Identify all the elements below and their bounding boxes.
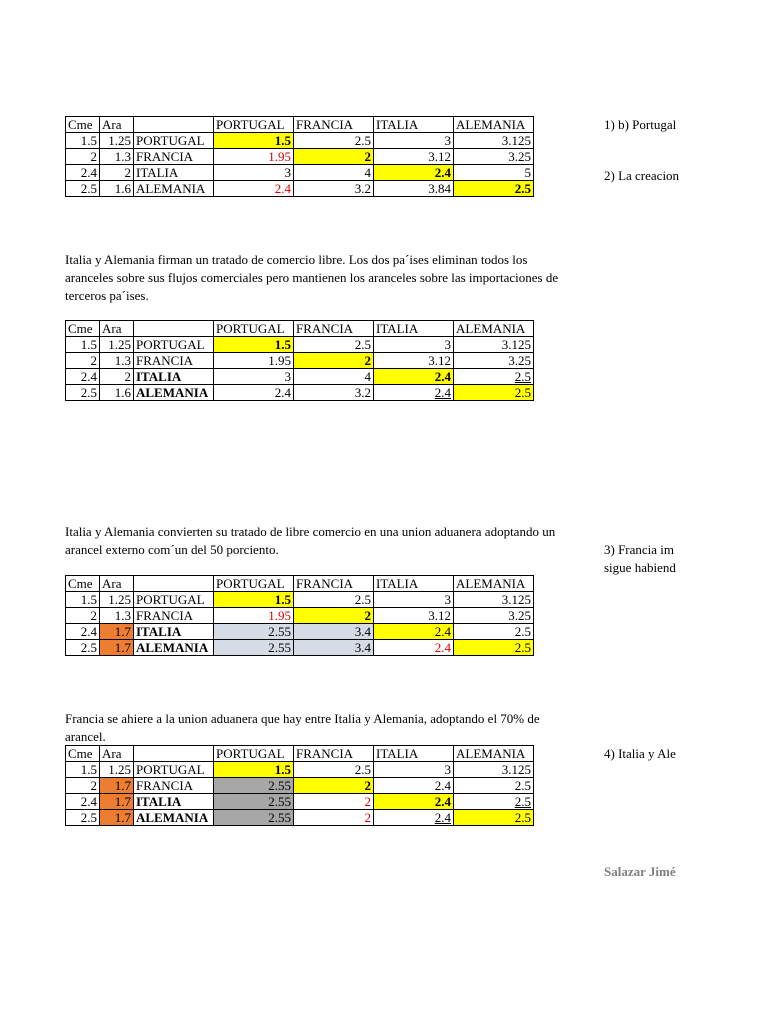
header-cell[interactable]: Ara	[100, 321, 134, 337]
table-row	[66, 149, 534, 165]
cell[interactable]: 2.55	[214, 778, 294, 794]
cell[interactable]: 2.4	[66, 624, 100, 640]
cell[interactable]: 3.25	[454, 608, 534, 624]
cell[interactable]: 1.25	[100, 337, 134, 353]
cell[interactable]: 2	[294, 778, 374, 794]
table-row	[66, 337, 534, 353]
cell[interactable]: 2.5	[454, 624, 534, 640]
header-cell[interactable]: FRANCIA	[294, 117, 374, 133]
header-cell[interactable]: Ara	[100, 117, 134, 133]
cell[interactable]: FRANCIA	[134, 778, 214, 794]
tariff-table-3	[65, 575, 534, 656]
header-cell[interactable]: ITALIA	[374, 117, 454, 133]
cell[interactable]: 2.55	[214, 794, 294, 810]
cell[interactable]: 3	[214, 165, 294, 181]
cell[interactable]: 3.25	[454, 353, 534, 369]
cell[interactable]: 2.5	[454, 385, 534, 401]
cell[interactable]: 3.12	[374, 149, 454, 165]
header-cell[interactable]: FRANCIA	[294, 746, 374, 762]
cell[interactable]: 1.95	[214, 353, 294, 369]
note-4: 4) Italia y Ale	[604, 746, 676, 761]
cell[interactable]: 1.7	[100, 640, 134, 656]
cell[interactable]: 2.4	[374, 385, 454, 401]
table-row	[66, 133, 534, 149]
header-cell[interactable]: ALEMANIA	[454, 321, 534, 337]
header-cell[interactable]: FRANCIA	[294, 321, 374, 337]
cell[interactable]: 2	[66, 353, 100, 369]
table-row	[66, 762, 534, 778]
header-cell[interactable]: ALEMANIA	[454, 117, 534, 133]
cell[interactable]: 2.5	[454, 640, 534, 656]
cell[interactable]: 2.5	[294, 762, 374, 778]
cell[interactable]: 2.55	[214, 810, 294, 826]
cell[interactable]: 2.4	[374, 794, 454, 810]
cell[interactable]: 2	[100, 369, 134, 385]
cell[interactable]: 1.5	[66, 592, 100, 608]
cell[interactable]: PORTUGAL	[134, 133, 214, 149]
cell[interactable]: 2.5	[454, 778, 534, 794]
cell[interactable]: 1.25	[100, 592, 134, 608]
cell[interactable]: 1.5	[214, 337, 294, 353]
cell[interactable]: 2.5	[294, 133, 374, 149]
cell[interactable]: 3.125	[454, 592, 534, 608]
cell[interactable]: ITALIA	[134, 165, 214, 181]
cell[interactable]: 2.4	[66, 369, 100, 385]
cell[interactable]: FRANCIA	[134, 149, 214, 165]
table-header-row	[66, 746, 534, 762]
cell[interactable]: 1.6	[100, 385, 134, 401]
cell[interactable]: 1.95	[214, 608, 294, 624]
cell[interactable]: 3.4	[294, 640, 374, 656]
cell[interactable]: ALEMANIA	[134, 810, 214, 826]
cell[interactable]: 2.4	[214, 181, 294, 197]
author-signature: Salazar Jimé	[604, 864, 676, 879]
paragraph-france-joins: Francia se ahiere a la union aduanera que hay entre Italia y Alemania, adoptando el 70% de arancel.	[65, 711, 540, 744]
cell[interactable]: ALEMANIA	[134, 181, 214, 197]
table-header-row	[66, 576, 534, 592]
table-row	[66, 165, 534, 181]
header-cell[interactable]: Cme	[66, 746, 100, 762]
cell[interactable]: 1.6	[100, 181, 134, 197]
tariff-table-4	[65, 745, 534, 826]
header-cell[interactable]: ITALIA	[374, 576, 454, 592]
header-cell[interactable]: Ara	[100, 576, 134, 592]
cell[interactable]: 1.5	[66, 762, 100, 778]
cell[interactable]: 3	[374, 762, 454, 778]
header-cell[interactable]	[134, 576, 214, 592]
cell[interactable]: 1.7	[100, 810, 134, 826]
cell[interactable]: 3	[214, 369, 294, 385]
cell[interactable]: 1.3	[100, 149, 134, 165]
cell[interactable]: 2.5	[454, 181, 534, 197]
cell[interactable]: 3	[374, 133, 454, 149]
cell[interactable]: 2	[100, 165, 134, 181]
cell[interactable]: 3.125	[454, 762, 534, 778]
header-cell[interactable]	[134, 746, 214, 762]
cell[interactable]: 2.5	[454, 369, 534, 385]
cell[interactable]: 3.12	[374, 353, 454, 369]
cell[interactable]: 2	[66, 608, 100, 624]
table-row	[66, 181, 534, 197]
cell[interactable]: 3	[374, 592, 454, 608]
cell[interactable]: 2.5	[66, 385, 100, 401]
cell[interactable]: 2.4	[374, 640, 454, 656]
table-row	[66, 353, 534, 369]
header-cell[interactable]: ITALIA	[374, 746, 454, 762]
table-row	[66, 794, 534, 810]
note-1: 1) b) Portugal	[604, 117, 677, 132]
cell[interactable]: 2.5	[294, 592, 374, 608]
note-3a: 3) Francia im	[604, 542, 675, 557]
cell[interactable]: 2.4	[66, 165, 100, 181]
note-2: 2) La creacion	[604, 168, 680, 183]
table-row	[66, 778, 534, 794]
cell[interactable]: 2.55	[214, 624, 294, 640]
cell[interactable]: 2.55	[214, 640, 294, 656]
header-cell[interactable]: Cme	[66, 321, 100, 337]
cell[interactable]: 2.4	[374, 624, 454, 640]
table-header-row	[66, 321, 534, 337]
cell[interactable]: 1.5	[214, 592, 294, 608]
header-cell[interactable]: ITALIA	[374, 321, 454, 337]
cell[interactable]: 2.4	[374, 778, 454, 794]
header-cell[interactable]: PORTUGAL	[214, 576, 294, 592]
cell[interactable]: 2.5	[66, 640, 100, 656]
cell[interactable]: ALEMANIA	[134, 385, 214, 401]
cell[interactable]: 2.5	[454, 794, 534, 810]
cell[interactable]: 2.4	[374, 810, 454, 826]
cell[interactable]: 4	[294, 165, 374, 181]
header-cell[interactable]: PORTUGAL	[214, 117, 294, 133]
cell[interactable]: 2.4	[66, 794, 100, 810]
cell[interactable]: 2.5	[66, 810, 100, 826]
header-cell[interactable]: FRANCIA	[294, 576, 374, 592]
cell[interactable]: ITALIA	[134, 369, 214, 385]
paragraph-customs-union: Italia y Alemania convierten su tratado de libre comercio en una union aduanera adoptando un arancel externo com´un del 50 porciento.	[65, 524, 556, 557]
cell[interactable]: 3.84	[374, 181, 454, 197]
cell[interactable]: 2	[294, 149, 374, 165]
table-row	[66, 385, 534, 401]
header-cell[interactable]	[134, 117, 214, 133]
cell[interactable]: 2.5	[294, 337, 374, 353]
cell[interactable]: 3.25	[454, 149, 534, 165]
tariff-table-2	[65, 320, 534, 401]
cell[interactable]: 3.2	[294, 181, 374, 197]
cell[interactable]: 1.95	[214, 149, 294, 165]
cell[interactable]: ITALIA	[134, 624, 214, 640]
note-3b: sigue habiend	[604, 560, 676, 575]
header-cell[interactable]: PORTUGAL	[214, 321, 294, 337]
cell[interactable]: PORTUGAL	[134, 337, 214, 353]
cell[interactable]: 1.5	[66, 133, 100, 149]
cell[interactable]: ALEMANIA	[134, 640, 214, 656]
cell[interactable]: 2.4	[374, 165, 454, 181]
cell[interactable]: 5	[454, 165, 534, 181]
cell[interactable]: 3.4	[294, 624, 374, 640]
cell[interactable]: ITALIA	[134, 794, 214, 810]
cell[interactable]: 2	[294, 353, 374, 369]
cell[interactable]: PORTUGAL	[134, 592, 214, 608]
table-row	[66, 640, 534, 656]
cell[interactable]: 1.5	[66, 337, 100, 353]
cell[interactable]: 3.2	[294, 385, 374, 401]
cell[interactable]: 2	[66, 778, 100, 794]
header-cell[interactable]	[134, 321, 214, 337]
table-row	[66, 608, 534, 624]
cell[interactable]: 2	[294, 810, 374, 826]
cell[interactable]: 3	[374, 337, 454, 353]
header-cell[interactable]: ALEMANIA	[454, 746, 534, 762]
table-row	[66, 624, 534, 640]
table-row	[66, 810, 534, 826]
header-cell[interactable]: ALEMANIA	[454, 576, 534, 592]
cell[interactable]: PORTUGAL	[134, 762, 214, 778]
cell[interactable]: 3.12	[374, 608, 454, 624]
cell[interactable]: 1.25	[100, 762, 134, 778]
cell[interactable]: 2	[294, 794, 374, 810]
cell[interactable]: 1.5	[214, 762, 294, 778]
cell[interactable]: FRANCIA	[134, 353, 214, 369]
cell[interactable]: 2	[66, 149, 100, 165]
cell[interactable]: 1.7	[100, 778, 134, 794]
cell[interactable]: FRANCIA	[134, 608, 214, 624]
header-cell[interactable]: Cme	[66, 576, 100, 592]
cell[interactable]: 1.25	[100, 133, 134, 149]
cell[interactable]: 2.4	[374, 369, 454, 385]
cell[interactable]: 2.5	[66, 181, 100, 197]
header-cell[interactable]: Cme	[66, 117, 100, 133]
cell[interactable]: 1.7	[100, 794, 134, 810]
cell[interactable]: 1.3	[100, 608, 134, 624]
paragraph-free-trade: Italia y Alemania firman un tratado de comercio libre. Los dos pa´ises eliminan todos los aranceles sobre sus flujos comerciales pero mantienen los aranceles sobre las importaciones de terceros pa´ises.	[65, 252, 559, 303]
table-row	[66, 592, 534, 608]
table-header-row	[66, 117, 534, 133]
header-cell[interactable]: Ara	[100, 746, 134, 762]
cell[interactable]: 1.5	[214, 133, 294, 149]
table-row	[66, 369, 534, 385]
cell[interactable]: 1.3	[100, 353, 134, 369]
cell[interactable]: 4	[294, 369, 374, 385]
cell[interactable]: 2.5	[454, 810, 534, 826]
cell[interactable]: 2.4	[214, 385, 294, 401]
header-cell[interactable]: PORTUGAL	[214, 746, 294, 762]
cell[interactable]: 1.7	[100, 624, 134, 640]
cell[interactable]: 2	[294, 608, 374, 624]
cell[interactable]: 3.125	[454, 133, 534, 149]
cell[interactable]: 3.125	[454, 337, 534, 353]
tariff-table-1	[65, 116, 534, 197]
